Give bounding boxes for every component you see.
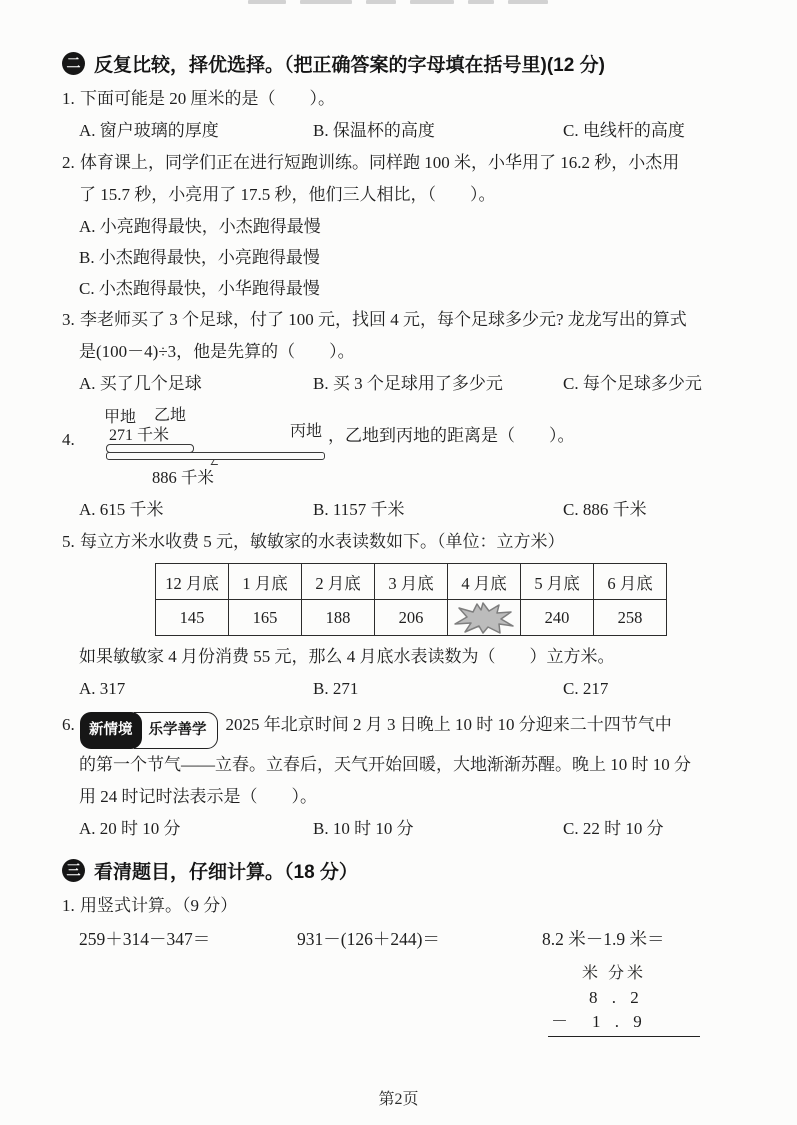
question-5-options (79, 673, 747, 705)
value-cell: 188 (302, 600, 375, 636)
vertical-calc-subtrahend: 1 . 9 (592, 1012, 647, 1031)
question-2-text-line1: 体育课上，同学们正在进行短跑训练。同样跑 100 米，小华用了 16.2 秒，小杰用 (80, 153, 680, 172)
question-6-text-line3: 用 24 时记时法表示是（ ）。 (79, 787, 317, 806)
header-cell: 1 月底 (229, 564, 302, 600)
question-2-text-line2: 了 15.7 秒，小亮用了 17.5 秒，他们三人相比，（ ）。 (79, 185, 496, 204)
question-4-options (79, 494, 747, 526)
question-4-number: 4. (62, 430, 75, 449)
section-calc-title: 看清题目，仔细计算。（18 分） (94, 862, 358, 883)
question-6-text-line2: 的第一个节气——立春。立春后，天气开始回暖，大地渐渐苏醒。晚上 10 时 10 分 (79, 755, 691, 774)
distance-ac-label: 886 千米 (152, 468, 214, 487)
vertical-calc-units: 米 分米 (582, 965, 647, 982)
question-3-options (79, 368, 747, 400)
water-meter-table (155, 563, 667, 636)
vertical-calc-minuend: 8 . 2 (589, 988, 644, 1007)
question-1-options (79, 115, 747, 147)
question-3-number: 3. (62, 310, 75, 329)
question-1-number: 1. (62, 89, 75, 108)
new-context-badge: 新情境 (80, 712, 142, 749)
option-a: A. 小亮跑得最快，小杰跑得最慢 (79, 217, 321, 236)
bracket-ac (106, 452, 325, 460)
value-cell-hidden (448, 600, 521, 636)
question-4-text: ，乙地到丙地的距离是（ ）。 (328, 426, 575, 445)
option-c: C. 每个足球多少元 (563, 374, 702, 393)
question-5-text-line1: 每立方米水收费 5 元，敏敏家的水表读数如下。（单位：立方米） (80, 532, 565, 551)
question-6-line1-text: 2025 年北京时间 2 月 3 日晚上 10 时 10 分迎来二十四节气中 (225, 715, 672, 734)
place-a-label: 甲地 (104, 409, 137, 426)
calc-question-1 (62, 890, 747, 922)
expression-3: 8.2 米－1.9 米＝ (542, 929, 665, 949)
question-4 (62, 406, 747, 494)
vertical-calc-subtraction-row (548, 1010, 700, 1037)
header-cell: 4 月底 (448, 564, 521, 600)
minus-sign: － (551, 1012, 568, 1031)
option-a: A. 20 时 10 分 (79, 819, 181, 838)
section-two-icon: 二 (62, 52, 85, 75)
calc-question-1-text: 用竖式计算。（9 分） (80, 896, 238, 915)
scan-artifact (248, 0, 548, 4)
question-3-text-line2: 是(100－4)÷3，他是先算的（ ）。 (79, 342, 355, 361)
learning-badge: 乐学善学 (134, 712, 218, 749)
calc-expressions (79, 922, 747, 956)
option-b: B. 271 (313, 679, 359, 698)
option-a: A. 窗户玻璃的厚度 (79, 121, 219, 140)
value-cell: 258 (594, 600, 667, 636)
option-a: A. 317 (79, 679, 126, 698)
section-calc-header (62, 857, 747, 884)
option-a: A. 买了几个足球 (79, 374, 202, 393)
header-cell: 6 月底 (594, 564, 667, 600)
question-6 (62, 709, 747, 749)
option-b: B. 小杰跑得最快，小亮跑得最慢 (79, 248, 320, 267)
header-cell: 2 月底 (302, 564, 375, 600)
value-cell: 165 (229, 600, 302, 636)
option-b: B. 1157 千米 (313, 500, 405, 519)
question-6-text-line1 (80, 709, 747, 749)
table-header-row (156, 564, 667, 600)
question-6-options (79, 813, 747, 845)
question-1 (62, 83, 747, 115)
value-cell: 206 (375, 600, 448, 636)
value-cell: 145 (156, 600, 229, 636)
question-5-text-line2: 如果敏敏家 4 月份消费 55 元，那么 4 月底水表读数为（ ）立方米。 (79, 647, 615, 666)
distance-ab-label: 271 千米 (109, 427, 170, 444)
question-3 (62, 304, 747, 336)
table-value-row (156, 600, 667, 636)
question-5-number: 5. (62, 532, 75, 551)
expression-2: 931－(126＋244)＝ (297, 929, 440, 949)
option-b: B. 买 3 个足球用了多少元 (313, 374, 503, 393)
question-2-number: 2. (62, 153, 75, 172)
header-cell: 3 月底 (375, 564, 448, 600)
place-c-label: 丙地 (290, 423, 323, 440)
option-b: B. 保温杯的高度 (313, 121, 435, 140)
option-a: A. 615 千米 (79, 500, 164, 519)
starburst-icon (453, 602, 515, 634)
header-cell: 12 月底 (156, 564, 229, 600)
option-b: B. 10 时 10 分 (313, 819, 414, 838)
section-choice-title: 反复比较，择优选择。（把正确答案的字母填在括号里)(12 分) (94, 55, 605, 76)
value-cell: 240 (521, 600, 594, 636)
question-2 (62, 147, 747, 179)
option-c: C. 22 时 10 分 (563, 819, 664, 838)
option-c: C. 小杰跑得最快，小华跑得最慢 (79, 279, 320, 298)
option-c: C. 217 (563, 679, 609, 698)
calc-question-1-number: 1. (62, 896, 75, 915)
question-badges (80, 712, 218, 749)
vertical-calculation (548, 962, 718, 1037)
expression-1: 259＋314－347＝ (79, 929, 211, 949)
section-three-icon: 三 (62, 859, 85, 882)
option-c: C. 886 千米 (563, 500, 647, 519)
header-cell: 5 月底 (521, 564, 594, 600)
question-1-text: 下面可能是 20 厘米的是（ ）。 (80, 89, 335, 108)
page-number: 第2页 (378, 1091, 419, 1108)
section-choice-header (62, 50, 747, 77)
question-6-number: 6. (62, 715, 75, 734)
question-5 (62, 526, 747, 558)
question-3-text-line1: 李老师买了 3 个足球，付了 100 元，找回 4 元，每个足球多少元? 龙龙写出的算式 (80, 310, 687, 329)
option-c: C. 电线杆的高度 (563, 121, 685, 140)
place-b-label: 乙地 (154, 407, 187, 424)
